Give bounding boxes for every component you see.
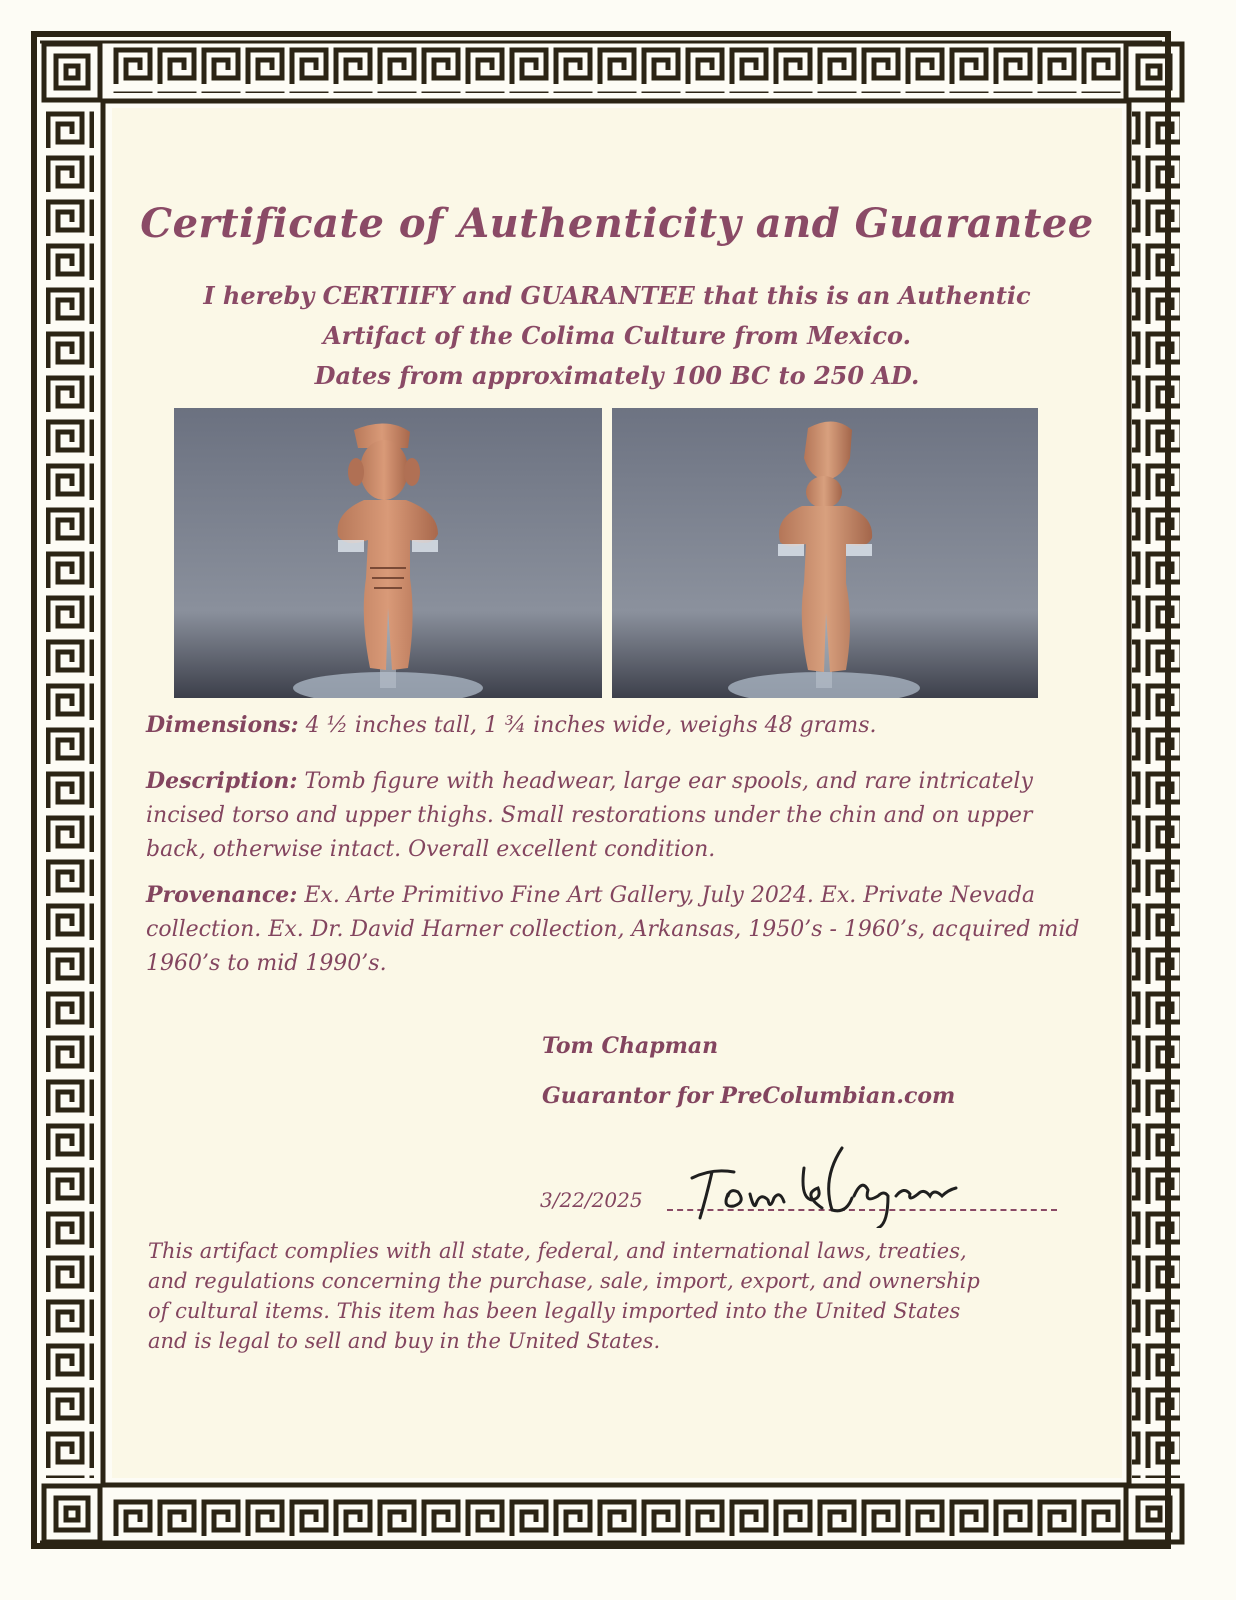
handwritten-signature bbox=[672, 1138, 972, 1228]
certificate-title: Certificate of Authenticity and Guarantee bbox=[140, 200, 1094, 247]
statement-line: I hereby CERTIIFY and GUARANTEE that this is an Authentic bbox=[203, 281, 1031, 310]
provenance-text: Ex. Arte Primitivo Fine Art Gallery, July 2024. Ex. Private Nevada collection. Ex. Dr. David Harner collection, Arkansas, 1950’s - 1960’s, acquired mid 1960’s to mid 1990’s. bbox=[146, 883, 1080, 976]
artifact-photo-back bbox=[612, 408, 1038, 698]
dimensions-section bbox=[146, 708, 1086, 743]
signature-date: 3/22/2025 bbox=[540, 1188, 643, 1212]
provenance-section bbox=[146, 878, 1086, 981]
compliance-line: of cultural items. This item has been legally imported into the United States bbox=[148, 1299, 961, 1323]
certification-statement bbox=[112, 276, 1122, 396]
compliance-line: and is legal to sell and buy in the United States. bbox=[148, 1329, 661, 1353]
compliance-line: This artifact complies with all state, federal, and international laws, treaties, bbox=[148, 1239, 967, 1263]
dimensions-label: Dimensions: bbox=[146, 712, 299, 738]
description-section bbox=[146, 764, 1086, 867]
guarantor-role: Guarantor for PreColumbian.com bbox=[542, 1083, 956, 1109]
dimensions-text: 4 ½ inches tall, 1 ¾ inches wide, weighs 48 grams. bbox=[305, 713, 877, 738]
certificate-sheet bbox=[112, 108, 1122, 1478]
artifact-photo-front bbox=[174, 408, 602, 698]
provenance-label: Provenance: bbox=[146, 882, 298, 908]
guarantor-name: Tom Chapman bbox=[542, 1033, 719, 1059]
compliance-statement bbox=[148, 1236, 1088, 1356]
description-label: Description: bbox=[146, 768, 298, 794]
statement-line: Dates from approximately 100 BC to 250 AD. bbox=[314, 361, 920, 390]
compliance-line: and regulations concerning the purchase, sale, import, export, and ownership bbox=[148, 1269, 980, 1293]
statement-line: Artifact of the Colima Culture from Mexico. bbox=[323, 321, 911, 350]
description-text: Tomb figure with headwear, large ear spools, and rare intricately incised torso and upper thighs. Small restorations under the chin and on upper back, otherwise intact. Overall excellent condition. bbox=[146, 769, 1033, 862]
